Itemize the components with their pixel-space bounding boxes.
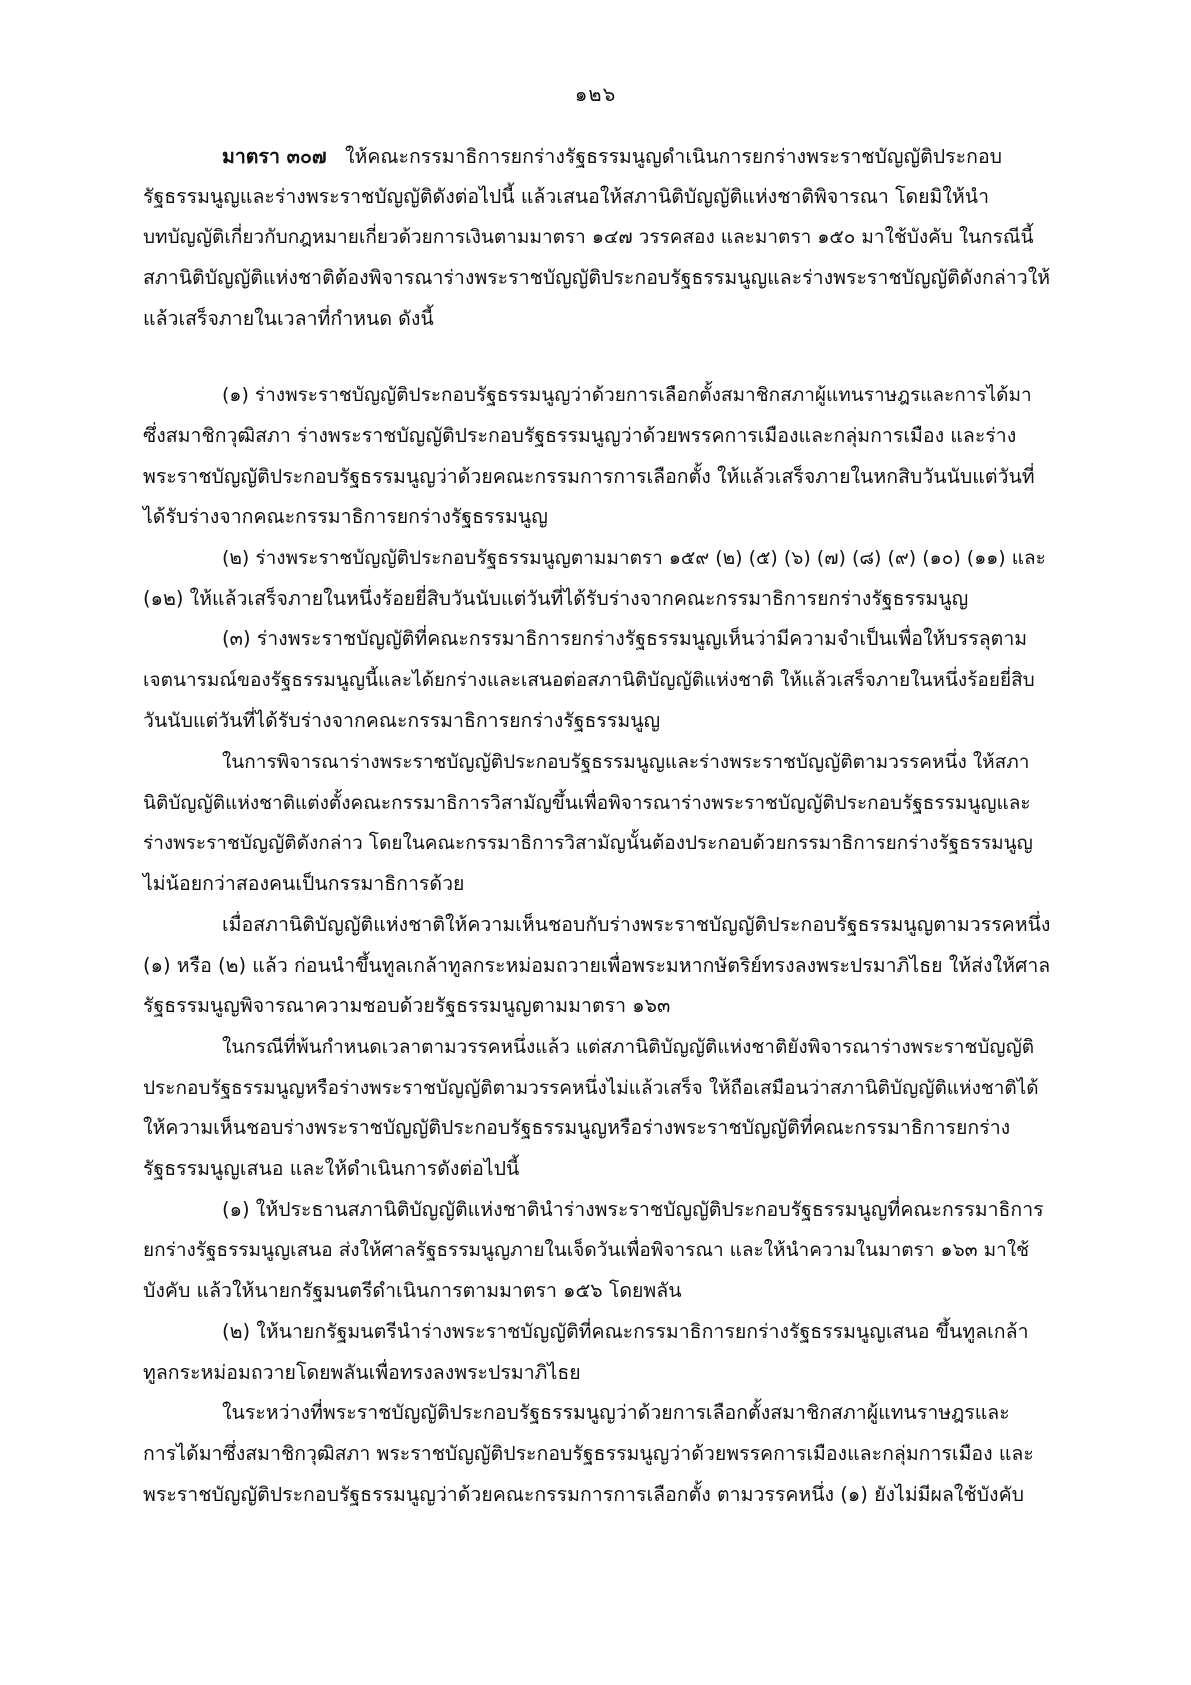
text-line: สภานิติบัญญัติแห่งชาติต้องพิจารณาร่างพระราชบัญญัติประกอบรัฐธรรมนูญและร่างพระราชบัญญัติดังกล่าวให้ — [143, 266, 1051, 289]
text-line: (๒) ให้นายกรัฐมนตรีนำร่างพระราชบัญญัติที่คณะกรรมาธิการยกร่างรัฐธรรมนูญเสนอ ขึ้นทูลเกล้า — [222, 1320, 1029, 1343]
text-line: ยกร่างรัฐธรรมนูญเสนอ ส่งให้ศาลรัฐธรรมนูญภายในเจ็ดวันเพื่อพิจารณา และให้นำความในมาตรา ๑๖๓ มาใช้ — [143, 1239, 1030, 1261]
text-line: การได้มาซึ่งสมาชิกวุฒิสภา พระราชบัญญัติประกอบรัฐธรรมนูญว่าด้วยพรรคการเมืองและกลุ่มการเมือง และ — [143, 1442, 1034, 1465]
text-line: เจตนารมณ์ของรัฐธรรมนูญนี้และได้ยกร่างและเสนอต่อสภานิติบัญญัติแห่งชาติ ให้แล้วเสร็จภายในหนึ่งร้อยยี่สิบ — [143, 669, 1035, 691]
text-line: ได้รับร่างจากคณะกรรมาธิการยกร่างรัฐธรรมนูญ — [143, 505, 548, 528]
text-line: ในการพิจารณาร่างพระราชบัญญัติประกอบรัฐธรรมนูญและร่างพระราชบัญญัติตามวรรคหนึ่ง ให้สภา — [222, 751, 1030, 773]
text-line: ให้คณะกรรมาธิการยกร่างรัฐธรรมนูญดำเนินการยกร่างพระราชบัญญัติประกอบ — [345, 145, 1003, 168]
text-line: ร่างพระราชบัญญัติดังกล่าว โดยในคณะกรรมาธิการวิสามัญนั้นต้องประกอบด้วยกรรมาธิการยกร่างรัฐธรรมนูญ — [143, 832, 1033, 854]
text-line: ซึ่งสมาชิกวุฒิสภา ร่างพระราชบัญญัติประกอบรัฐธรรมนูญว่าด้วยพรรคการเมืองและกลุ่มการเมือง และร่าง — [143, 424, 1017, 447]
page-number: ๑๒๖ — [574, 82, 617, 106]
text-line: (๑) ร่างพระราชบัญญัติประกอบรัฐธรรมนูญว่าด้วยการเลือกตั้งสมาชิกสภาผู้แทนราษฎรและการได้มา — [222, 384, 1032, 406]
text-line: บทบัญญัติเกี่ยวกับกฎหมายเกี่ยวด้วยการเงินตามมาตรา ๑๔๗ วรรคสอง และมาตรา ๑๕๐ มาใช้บังคับ ในกรณีนี้ — [143, 226, 1034, 248]
text-line: วันนับแต่วันที่ได้รับร่างจากคณะกรรมาธิการยกร่างรัฐธรรมนูญ — [143, 709, 661, 732]
text-line: รัฐธรรมนูญพิจารณาความชอบด้วยรัฐธรรมนูญตามมาตรา ๑๖๓ — [143, 994, 671, 1017]
text-line: รัฐธรรมนูญและร่างพระราชบัญญัติดังต่อไปนี้ แล้วเสนอให้สภานิติบัญญัติแห่งชาติพิจารณา โดยมิให้นำ — [143, 185, 990, 208]
section-heading: มาตรา ๓๐๗ — [222, 145, 327, 168]
text-line: ให้ความเห็นชอบร่างพระราชบัญญัติประกอบรัฐธรรมนูญหรือร่างพระราชบัญญัติที่คณะกรรมาธิการยกร่าง — [143, 1116, 1011, 1139]
text-line: ไม่น้อยกว่าสองคนเป็นกรรมาธิการด้วย — [143, 872, 465, 895]
text-line: เมื่อสภานิติบัญญัติแห่งชาติให้ความเห็นชอบกับร่างพระราชบัญญัติประกอบรัฐธรรมนูญตามวรรคหนึ่ง — [222, 913, 1051, 936]
text-line: (๑) ให้ประธานสภานิติบัญญัติแห่งชาตินำร่างพระราชบัญญัติประกอบรัฐธรรมนูญที่คณะกรรมาธิการ — [222, 1198, 1044, 1221]
text-line: พระราชบัญญัติประกอบรัฐธรรมนูญว่าด้วยคณะกรรมการการเลือกตั้ง ให้แล้วเสร็จภายในหกสิบวันนับแต่วันที่ — [143, 465, 1035, 488]
text-line: (๓) ร่างพระราชบัญญัติที่คณะกรรมาธิการยกร่างรัฐธรรมนูญเห็นว่ามีความจำเป็นเพื่อให้บรรลุตาม — [222, 627, 1028, 650]
text-line: ทูลกระหม่อมถวายโดยพลันเพื่อทรงลงพระปรมาภิไธย — [143, 1361, 581, 1384]
text-line: แล้วเสร็จภายในเวลาที่กำหนด ดังนี้ — [143, 307, 434, 330]
text-line: (๒) ร่างพระราชบัญญัติประกอบรัฐธรรมนูญตามมาตรา ๑๕๙ (๒) (๕) (๖) (๗) (๘) (๙) (๑๐) (๑๑) และ — [222, 547, 1046, 569]
text-line: ในกรณีที่พ้นกำหนดเวลาตามวรรคหนึ่งแล้ว แต่สภานิติบัญญัติแห่งชาติยังพิจารณาร่างพระราชบัญญัติ — [222, 1036, 1035, 1058]
text-line: (๑) หรือ (๒) แล้ว ก่อนนำขึ้นทูลเกล้าทูลกระหม่อมถวายเพื่อพระมหากษัตริย์ทรงลงพระปรมาภิไธย ให้ส่งให้ศาล — [143, 954, 1051, 977]
text-line: ในระหว่างที่พระราชบัญญัติประกอบรัฐธรรมนูญว่าด้วยการเลือกตั้งสมาชิกสภาผู้แทนราษฎรและ — [222, 1401, 1010, 1424]
text-line: รัฐธรรมนูญเสนอ และให้ดำเนินการดังต่อไปนี้ — [143, 1157, 520, 1180]
text-line: พระราชบัญญัติประกอบรัฐธรรมนูญว่าด้วยคณะกรรมการการเลือกตั้ง ตามวรรคหนึ่ง (๑) ยังไม่มีผลใช้บังคับ — [143, 1483, 1024, 1506]
text-line: ประกอบรัฐธรรมนูญหรือร่างพระราชบัญญัติตามวรรคหนึ่งไม่แล้วเสร็จ ให้ถือเสมือนว่าสภานิติบัญญัติแห่งชาติได้ — [143, 1077, 1039, 1099]
text-line: (๑๒) ให้แล้วเสร็จภายในหนึ่งร้อยยี่สิบวันนับแต่วันที่ได้รับร่างจากคณะกรรมาธิการยกร่างรัฐธรรมนูญ — [143, 587, 969, 610]
text-line: นิติบัญญัติแห่งชาติแต่งตั้งคณะกรรมาธิการวิสามัญขึ้นเพื่อพิจารณาร่างพระราชบัญญัติประกอบรัฐธรรมนูญและ — [143, 792, 1031, 814]
text-line: บังคับ แล้วให้นายกรัฐมนตรีดำเนินการตามมาตรา ๑๕๖ โดยพลัน — [143, 1279, 682, 1302]
